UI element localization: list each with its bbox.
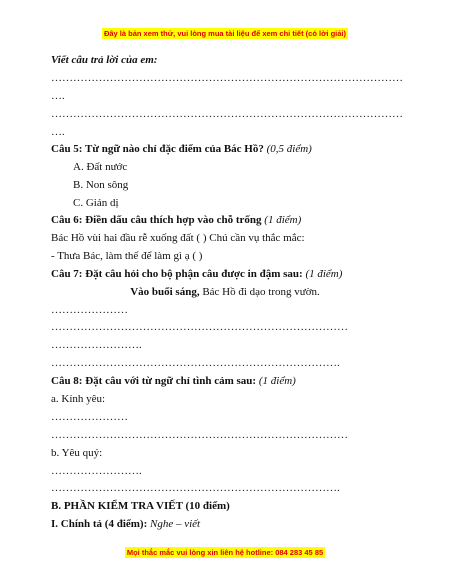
answer-dots-line: ………………… xyxy=(51,411,128,423)
answer-dots-line: ……………………………………………………………………. xyxy=(51,482,340,494)
question-5-option: C. Giản dị xyxy=(73,197,119,209)
answer-dots-line: …………………………………………………………………………………… xyxy=(51,108,403,120)
section-i-title: I. Chính tả (4 điểm): xyxy=(51,518,148,530)
hotline-banner: Mọi thắc mắc vui lòng xin liên hệ hotline: 084 283 45 85 xyxy=(126,548,324,557)
question-7-points: (1 điểm) xyxy=(305,268,343,280)
question-5-option: A. Đất nước xyxy=(73,161,128,173)
answer-dots-line: …………………………………………………………………………………… xyxy=(51,72,403,84)
answer-dots-line: ……………………………………………………………………… xyxy=(51,429,348,441)
question-8-a-label: a. Kính yêu: xyxy=(51,393,106,405)
question-8-points: (1 điểm) xyxy=(258,375,296,387)
question-6 xyxy=(51,213,301,227)
answer-dots-line: …. xyxy=(51,126,65,138)
section-i-subtitle: Nghe – viết xyxy=(150,518,201,530)
question-6-text: Bác Hồ vùi hai đầu rễ xuống đất ( ) Chú cần vụ thắc mắc: xyxy=(51,232,305,244)
answer-dots-line: ……………………………………………………………………… xyxy=(51,321,348,333)
bold-phrase: Vào buổi sáng, xyxy=(130,286,200,298)
question-5-option: B. Non sông xyxy=(73,179,129,191)
question-5-points: (0,5 điểm) xyxy=(266,143,312,155)
answer-dots-line: …. xyxy=(51,90,65,102)
question-6-points: (1 điểm) xyxy=(264,214,302,226)
answer-dots-line: ……………………………………………………………………. xyxy=(51,357,340,369)
sentence-rest: Bác Hồ đi dạo trong vườn. xyxy=(199,286,320,298)
answer-dots-line: ……………………. xyxy=(51,339,142,351)
question-6-text: - Thưa Bác, làm thế để làm gì ạ ( ) xyxy=(51,250,203,262)
question-8 xyxy=(51,374,296,388)
question-6-title: Câu 6: Điền dấu câu thích hợp vào chỗ trống xyxy=(51,214,262,226)
section-b-heading: B. PHẦN KIỂM TRA VIẾT (10 điểm) xyxy=(51,500,230,512)
preview-notice-banner: Đây là bản xem thử, vui lòng mua tài liệu để xem chi tiết (có lời giải) xyxy=(103,29,347,38)
question-5-title: Câu 5: Từ ngữ nào chỉ đặc điểm của Bác Hồ? xyxy=(51,143,264,155)
question-7-sentence xyxy=(0,285,450,299)
answer-dots-line: ………………… xyxy=(51,304,128,316)
question-5 xyxy=(51,142,312,156)
question-8-title: Câu 8: Đặt câu với từ ngữ chỉ tình cảm sau: xyxy=(51,375,257,387)
section-i-heading xyxy=(51,517,200,531)
question-7 xyxy=(51,267,342,281)
question-8-b-label: b. Yêu quý: xyxy=(51,447,103,459)
question-7-title: Câu 7: Đặt câu hỏi cho bộ phận câu được in đậm sau: xyxy=(51,268,303,280)
instruction-text: Viết câu trả lời của em: xyxy=(51,54,158,66)
answer-dots-line: ……………………. xyxy=(51,465,142,477)
